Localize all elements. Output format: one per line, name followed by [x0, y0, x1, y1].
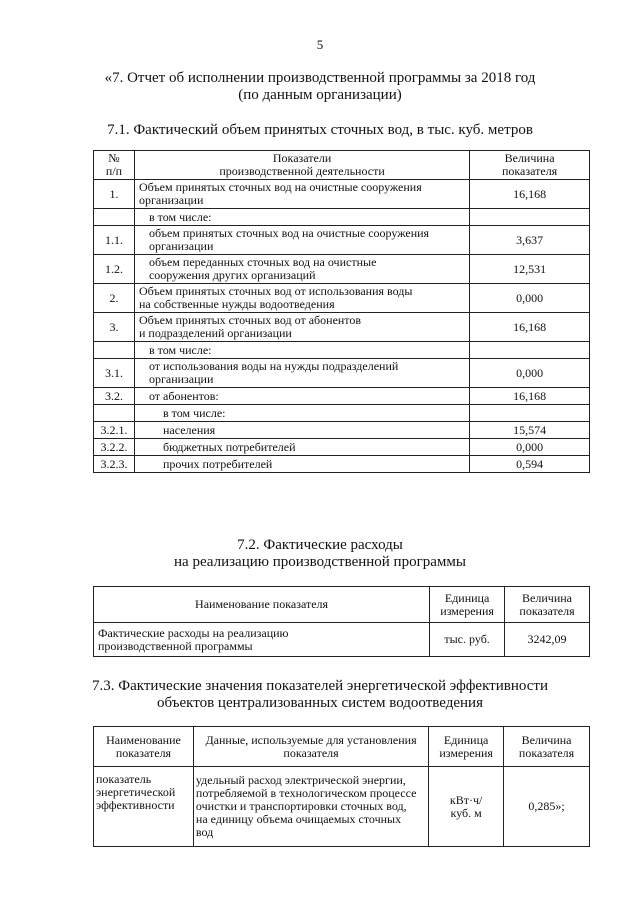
page-number: 5	[316, 37, 324, 52]
table-row	[94, 209, 590, 226]
header-unit	[430, 587, 505, 623]
section-7-title	[0, 70, 640, 104]
row-indicator-line2: и подразделений организации	[138, 326, 292, 340]
row-indicator-line1: объем переданных сточных вод на очистные	[148, 255, 377, 269]
row-indicator: населения	[134, 422, 469, 439]
row-num: 3.2.3.	[94, 456, 135, 473]
row-unit-line1: кВт·ч/	[449, 792, 483, 807]
header-unit-line1: Единица	[443, 732, 489, 747]
table-actual-expenses	[93, 586, 590, 657]
row-num: 1.	[94, 180, 135, 209]
header-indicators	[134, 151, 469, 180]
row-num	[94, 209, 135, 226]
header-data	[193, 727, 428, 767]
table-row	[94, 388, 590, 405]
subsection-7-3-title-line2: объектов централизованных систем водоотведения	[156, 695, 483, 711]
row-unit: тыс. руб.	[430, 623, 505, 657]
row-name-line3: эффективности	[96, 798, 175, 812]
row-name-line2: производственной программы	[98, 638, 253, 653]
row-value: 12,531	[470, 255, 590, 284]
row-unit-line2: куб. м	[450, 805, 482, 820]
table-row	[94, 422, 590, 439]
subsection-7-3-title-line1: 7.3. Фактические значения показателей энергетической эффективности	[92, 678, 548, 694]
header-unit-line2: измерения	[439, 745, 493, 760]
row-value: 3242,09	[505, 623, 590, 657]
row-value: 0,000	[470, 439, 590, 456]
row-indicator-line2: организации	[148, 372, 214, 386]
header-unit-line2: измерения	[440, 603, 494, 618]
header-indicators-line1: Показатели	[272, 151, 332, 165]
row-value: 0,000	[470, 359, 590, 388]
row-value	[470, 342, 590, 359]
row-data-line3: очистки и транспортировки сточных вод,	[195, 799, 407, 813]
row-num	[94, 342, 135, 359]
row-value: 0,000	[470, 284, 590, 313]
table-row	[94, 342, 590, 359]
header-num	[94, 151, 135, 180]
row-indicator-line1: от использования воды на нужды подразделений	[148, 359, 399, 373]
row-value	[470, 405, 590, 422]
header-value-line2: показателя	[501, 164, 558, 178]
header-data-line1: Данные, используемые для установления	[205, 732, 417, 747]
header-num-line2: п/п	[105, 164, 123, 178]
table-row	[94, 180, 590, 209]
section-7-title-line2: (по данным организации)	[238, 87, 402, 103]
subsection-7-1-title: 7.1. Фактический объем принятых сточных вод, в тыс. куб. метров	[107, 122, 533, 138]
table-row	[94, 456, 590, 473]
row-data-line1: удельный расход электрической энергии,	[195, 773, 406, 787]
row-name	[94, 623, 430, 657]
row-value: 0,285»;	[504, 767, 590, 847]
row-num: 3.1.	[94, 359, 135, 388]
row-name-line1: Фактические расходы на реализацию	[98, 625, 289, 640]
subsection-7-3-title	[0, 678, 640, 712]
row-indicator: прочих потребителей	[134, 456, 469, 473]
row-name-line1: показатель	[96, 772, 152, 786]
header-value-line1: Величина	[504, 151, 555, 165]
row-indicator-line1: Объем принятых сточных вод на очистные сооружения	[138, 180, 422, 194]
row-indicator-line2: на собственные нужды водоотведения	[138, 297, 335, 311]
table-row	[94, 359, 590, 388]
table-row	[94, 767, 590, 847]
table-row	[94, 623, 590, 657]
row-indicator	[134, 180, 469, 209]
row-indicator: бюджетных потребителей	[134, 439, 469, 456]
table-row	[94, 405, 590, 422]
header-num-line1: №	[108, 151, 120, 165]
row-indicator-line1: объем принятых сточных вод на очистные сооружения	[148, 226, 430, 240]
header-value-line1: Величина	[522, 590, 572, 605]
row-indicator	[134, 313, 469, 342]
header-value-line1: Величина	[521, 732, 572, 747]
row-data-line4: на единицу объема очищаемых сточных	[195, 812, 402, 826]
row-value: 3,637	[470, 226, 590, 255]
row-data-line2: потребляемой в технологическом процессе	[195, 786, 417, 800]
header-value	[470, 151, 590, 180]
row-num: 2.	[94, 284, 135, 313]
header-name-line1: Наименование	[106, 732, 181, 747]
row-value: 16,168	[470, 180, 590, 209]
row-num: 3.2.1.	[94, 422, 135, 439]
header-value	[505, 587, 590, 623]
table-row	[94, 284, 590, 313]
row-value: 15,574	[470, 422, 590, 439]
row-indicator-line2: сооружения других организаций	[148, 268, 316, 282]
table-row	[94, 255, 590, 284]
row-num: 3.	[94, 313, 135, 342]
table-header-row	[94, 587, 590, 623]
row-indicator: в том числе:	[134, 209, 469, 226]
row-value	[470, 209, 590, 226]
header-value-line2: показателя	[519, 603, 575, 618]
row-value: 16,168	[470, 388, 590, 405]
header-data-line2: показателя	[283, 745, 339, 760]
header-unit	[429, 727, 504, 767]
table-row	[94, 313, 590, 342]
subsection-7-2-title-line2: на реализацию производственной программы	[174, 554, 466, 570]
row-indicator: в том числе:	[134, 405, 469, 422]
header-value-line2: показателя	[518, 745, 575, 760]
row-value: 16,168	[470, 313, 590, 342]
row-indicator	[134, 284, 469, 313]
row-indicator-line2: организации	[148, 239, 214, 253]
row-indicator-line1: Объем принятых сточных вод от абонентов	[138, 313, 362, 327]
table-wastewater-volume	[93, 150, 590, 473]
row-num: 1.1.	[94, 226, 135, 255]
subsection-7-2-title	[0, 537, 640, 571]
row-indicator	[134, 359, 469, 388]
table-header-row	[94, 151, 590, 180]
row-indicator-line1: Объем принятых сточных вод от использования воды	[138, 284, 413, 298]
row-indicator	[134, 255, 469, 284]
row-name	[94, 767, 194, 847]
table-row	[94, 226, 590, 255]
header-value	[504, 727, 590, 767]
row-num: 3.2.2.	[94, 439, 135, 456]
row-num: 1.2.	[94, 255, 135, 284]
row-indicator: в том числе:	[134, 342, 469, 359]
row-num	[94, 405, 135, 422]
row-data-line5: вод	[195, 825, 214, 839]
table-row	[94, 439, 590, 456]
table-header-row	[94, 727, 590, 767]
row-name-line2: энергетической	[96, 785, 176, 799]
section-7-title-line1: «7. Отчет об исполнении производственной программы за 2018 год	[104, 70, 536, 86]
row-indicator	[134, 226, 469, 255]
header-name: Наименование показателя	[94, 587, 430, 623]
row-num: 3.2.	[94, 388, 135, 405]
row-indicator-line2: организации	[138, 193, 204, 207]
header-unit-line1: Единица	[444, 590, 490, 605]
subsection-7-2-title-line1: 7.2. Фактические расходы	[237, 537, 403, 553]
table-energy-efficiency	[93, 726, 590, 847]
row-value: 0,594	[470, 456, 590, 473]
header-name-line2: показателя	[115, 745, 172, 760]
header-indicators-line2: производственной деятельности	[219, 164, 385, 178]
row-indicator: от абонентов:	[134, 388, 469, 405]
row-data	[193, 767, 428, 847]
row-unit	[429, 767, 504, 847]
header-name	[94, 727, 194, 767]
